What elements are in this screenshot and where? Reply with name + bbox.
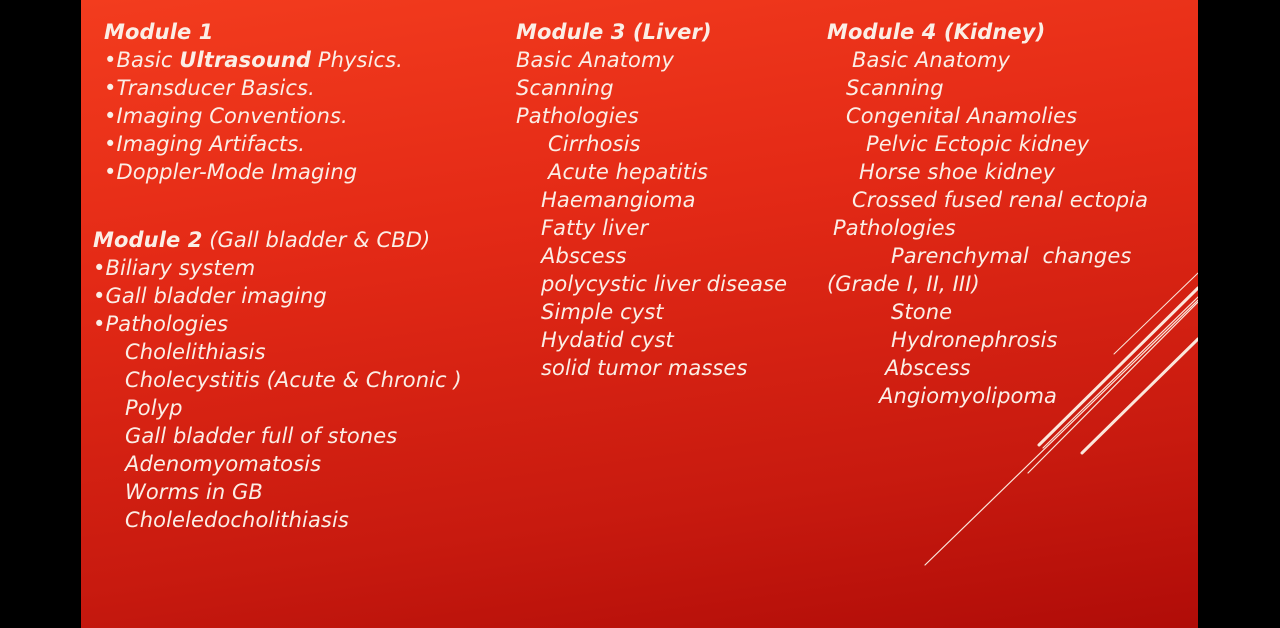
- module-2-pathology: Cholelithiasis: [125, 340, 266, 364]
- module-3-item: Scanning: [516, 76, 614, 100]
- module-4-pathologies-label: Pathologies: [833, 216, 956, 240]
- item-bold-text: Ultrasound: [179, 48, 312, 72]
- module-3-pathology: Haemangioma: [541, 188, 696, 212]
- module-4-item: Basic Anatomy: [852, 48, 1011, 72]
- module-3-item: Basic Anatomy: [516, 48, 675, 72]
- decorative-lines-icon: [81, 0, 1198, 628]
- module-1-item: •Imaging Conventions.: [104, 104, 348, 128]
- module-3-pathology: Hydatid cyst: [541, 328, 674, 352]
- module-4-congenital: Horse shoe kidney: [859, 160, 1056, 184]
- module-2-pathology: Polyp: [125, 396, 183, 420]
- module-3-item: Pathologies: [516, 104, 639, 128]
- module-1-title: Module 1: [104, 20, 214, 44]
- module-4-pathology-grade: (Grade I, II, III): [827, 272, 980, 296]
- module-2-item: •Gall bladder imaging: [93, 284, 327, 308]
- module-1-item: •Doppler-Mode Imaging: [104, 160, 358, 184]
- module-4-pathology: Hydronephrosis: [891, 328, 1058, 352]
- module-4-pathology: Abscess: [885, 356, 971, 380]
- module-4-item: Scanning: [846, 76, 944, 100]
- item-text: Physics.: [311, 48, 403, 72]
- module-2-title: Module 2: [93, 228, 203, 252]
- module-4-congenital: Pelvic Ectopic kidney: [866, 132, 1090, 156]
- module-3-pathology: Cirrhosis: [548, 132, 641, 156]
- module-2-item: •Pathologies: [93, 312, 229, 336]
- module-3-pathology: solid tumor masses: [541, 356, 748, 380]
- module-4-pathology: Stone: [891, 300, 953, 324]
- module-4-pathology: Parenchymal changes: [891, 244, 1132, 268]
- module-4-pathology: Angiomyolipoma: [879, 384, 1057, 408]
- module-3-pathology: Acute hepatitis: [548, 160, 709, 184]
- module-4-item: Congenital Anamolies: [846, 104, 1078, 128]
- module-3-pathology: polycystic liver disease: [541, 272, 788, 296]
- module-2-item: •Biliary system: [93, 256, 256, 280]
- module-1-item: •Transducer Basics.: [104, 76, 315, 100]
- module-1-item: •Imaging Artifacts.: [104, 132, 306, 156]
- module-3-pathology: Simple cyst: [541, 300, 664, 324]
- module-4-title: Module 4 (Kidney): [827, 20, 1046, 44]
- module-2-pathology: Cholecystitis (Acute & Chronic ): [125, 368, 462, 392]
- module-2-pathology: Worms in GB: [125, 480, 263, 504]
- module-3-title: Module 3 (Liver): [516, 20, 712, 44]
- module-2-pathology: Choleledocholithiasis: [125, 508, 349, 532]
- module-4-congenital: Crossed fused renal ectopia: [852, 188, 1149, 212]
- module-2-subtitle: (Gall bladder & CBD): [202, 228, 431, 252]
- module-2-pathology: Adenomyomatosis: [125, 452, 322, 476]
- item-text: •Basic: [104, 48, 180, 72]
- module-3-pathology: Abscess: [541, 244, 627, 268]
- presentation-slide: [81, 0, 1198, 628]
- module-3-pathology: Fatty liver: [541, 216, 649, 240]
- module-2-pathology: Gall bladder full of stones: [125, 424, 398, 448]
